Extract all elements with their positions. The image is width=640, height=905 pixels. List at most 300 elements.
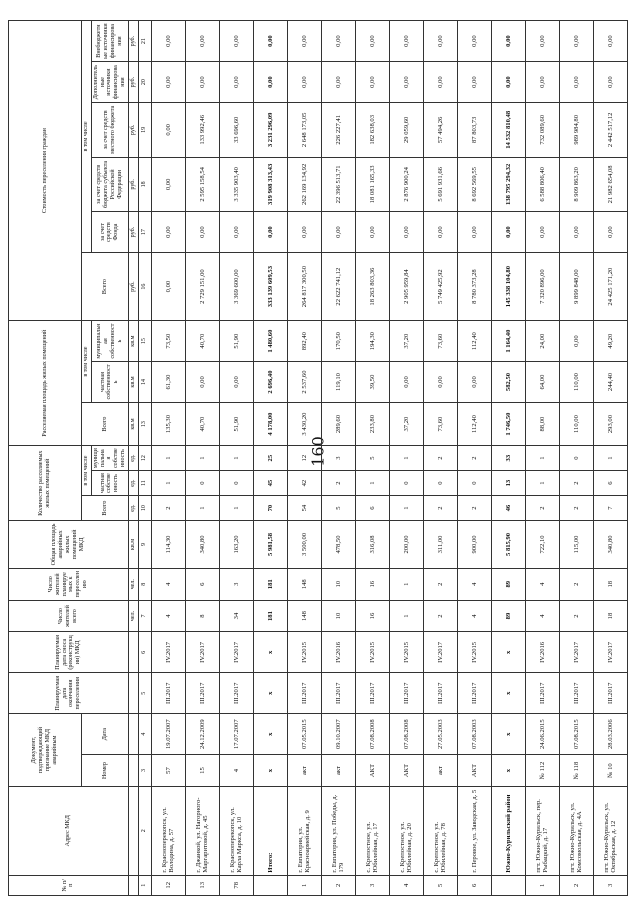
- column-number: 4: [138, 714, 151, 755]
- unit-cell: ед.: [128, 446, 138, 471]
- table-total-row: [253, 21, 287, 896]
- table-cell: 2: [423, 446, 457, 471]
- table-cell: 07.08.2003: [457, 714, 491, 755]
- table-cell: 13: [185, 875, 219, 895]
- table-cell: 73,60: [423, 402, 457, 445]
- table-cell: 12: [151, 875, 185, 895]
- header-no: № п/п: [9, 875, 129, 895]
- table-cell: 1: [185, 446, 219, 471]
- unit-cell: кв.м: [128, 321, 138, 362]
- table-cell: 0: [423, 471, 457, 496]
- header-count-group: Количество расселяемых жилых помещений: [9, 446, 82, 521]
- table-cell: 2 905 959,84: [389, 253, 423, 321]
- table-cell: 18 081 165,33: [355, 157, 389, 212]
- table-cell: г. Красноперекопск, ул. Володина, д. 57: [151, 786, 185, 875]
- table-cell: III.2017: [185, 673, 219, 714]
- table-cell: 2: [525, 496, 559, 521]
- table-cell: пгт. Южно-Курильск, ул. Комсомольская, д. 4А: [559, 786, 593, 875]
- table-cell: 0,00: [321, 62, 355, 103]
- units-row: [128, 21, 138, 896]
- table-cell: 148: [287, 600, 321, 632]
- table-cell: 12: [287, 446, 321, 471]
- table-cell: IV.2015: [355, 632, 389, 673]
- table-cell: 18 263 803,36: [355, 253, 389, 321]
- table-cell: 319 908 313,43: [253, 157, 287, 212]
- table-cell: 194,30: [355, 321, 389, 362]
- table-cell: 24.06.2015: [525, 714, 559, 755]
- table-cell: 293,00: [593, 402, 627, 445]
- table-cell: 8 780 373,28: [457, 253, 491, 321]
- table-cell: 4: [525, 568, 559, 600]
- table-cell: 0,00: [219, 362, 253, 403]
- table-cell: 0,00: [457, 62, 491, 103]
- table-cell: 110,00: [559, 402, 593, 445]
- table-cell: 0,00: [559, 21, 593, 62]
- table-cell: 89: [491, 600, 525, 632]
- table-cell: 6: [355, 496, 389, 521]
- table-cell: 0,00: [491, 212, 525, 253]
- table-cell: 2 729 151,00: [185, 253, 219, 321]
- table-cell: 37,20: [389, 402, 423, 445]
- table-cell: 0,00: [457, 212, 491, 253]
- table-cell: 0: [389, 471, 423, 496]
- header-cost-total: Всего: [82, 253, 129, 321]
- table-cell: x: [253, 755, 287, 787]
- column-number: 9: [138, 521, 151, 569]
- table-cell: 19.07.2007: [151, 714, 185, 755]
- table-cell: 0,00: [389, 362, 423, 403]
- table-cell: 4: [457, 568, 491, 600]
- table-row: [219, 21, 253, 896]
- table-cell: 181: [253, 600, 287, 632]
- table-cell: IV.2017: [559, 632, 593, 673]
- table-row: [389, 21, 423, 896]
- table-cell: 0,00: [593, 21, 627, 62]
- table-cell: 18: [593, 600, 627, 632]
- table-cell: 0,00: [423, 212, 457, 253]
- table-cell: 333 139 609,53: [253, 253, 287, 321]
- unit-cell: чел.: [128, 600, 138, 632]
- table-cell: 70: [253, 496, 287, 521]
- table-cell: IV.2015: [457, 632, 491, 673]
- table-cell: 1: [389, 496, 423, 521]
- header-count-total: Всего: [82, 496, 129, 521]
- table-cell: x: [253, 632, 287, 673]
- table-row: [593, 21, 627, 896]
- header-doc-group: Документ, подтверждающий признание МКД аварийным: [9, 714, 82, 787]
- table-cell: 0,00: [287, 21, 321, 62]
- table-cell: 18: [593, 568, 627, 600]
- table-cell: 1: [287, 875, 321, 895]
- column-number: 11: [138, 471, 151, 496]
- table-row: [355, 21, 389, 896]
- table-cell: 1: [389, 446, 423, 471]
- page-number: 160: [308, 436, 328, 467]
- table-cell: 16: [355, 568, 389, 600]
- table-cell: 200,00: [389, 521, 423, 569]
- table-cell: 226 227,41: [321, 103, 355, 158]
- table-cell: 17.07.2007: [219, 714, 253, 755]
- column-number: 13: [138, 402, 151, 445]
- table-cell: 5: [423, 875, 457, 895]
- header-fund-subject: за счет средств бюджета субъекта Российской Федерации: [91, 157, 128, 212]
- table-cell: 0,00: [525, 212, 559, 253]
- table-cell: 3 500,00: [287, 521, 321, 569]
- table-cell: 40,70: [185, 402, 219, 445]
- header-fund-local: за счет средств местного бюджета: [91, 103, 128, 158]
- table-cell: [491, 875, 525, 895]
- column-number: 5: [138, 673, 151, 714]
- table-cell: IV.2016: [321, 632, 355, 673]
- table-row: [423, 21, 457, 896]
- table-cell: 163,20: [219, 521, 253, 569]
- table-cell: 0,00: [559, 62, 593, 103]
- table-cell: IV.2016: [525, 632, 559, 673]
- table-cell: 0,00: [355, 212, 389, 253]
- column-number: 10: [138, 496, 151, 521]
- header-residents: Число жителей всего: [9, 600, 129, 632]
- table-cell: 112,40: [457, 321, 491, 362]
- table-cell: 1: [355, 471, 389, 496]
- header-area-incl: в том числе: [82, 321, 92, 403]
- table-cell: 1: [389, 568, 423, 600]
- table-cell: IV.2017: [593, 632, 627, 673]
- table-cell: 2: [559, 875, 593, 895]
- table-cell: 5: [355, 446, 389, 471]
- table-cell: IV.2017: [423, 632, 457, 673]
- header-count-municipal: муниципальная собственность: [91, 446, 128, 471]
- header-area-group: Расселяемая площадь жилых помещений: [9, 321, 82, 446]
- unit-cell: [128, 786, 138, 875]
- table-cell: 46: [491, 496, 525, 521]
- unit-cell: кв.м: [128, 521, 138, 569]
- table-cell: 0,00: [389, 212, 423, 253]
- table-cell: 2: [151, 496, 185, 521]
- table-header: [9, 21, 139, 896]
- table-cell: № 112: [525, 755, 559, 787]
- table-cell: 07.08.2008: [355, 714, 389, 755]
- unit-cell: руб.: [128, 103, 138, 158]
- table-cell: 0,00: [559, 212, 593, 253]
- header-residents-relocation: Число жителей планируемых к переселению: [9, 568, 129, 600]
- table-cell: 25: [253, 446, 287, 471]
- table-cell: 4: [151, 568, 185, 600]
- table-cell: 3 335 903,40: [219, 157, 253, 212]
- table-cell: x: [253, 714, 287, 755]
- table-cell: 4: [525, 600, 559, 632]
- table-cell: 42: [287, 471, 321, 496]
- unit-cell: ед.: [128, 471, 138, 496]
- table-cell: 0,00: [253, 21, 287, 62]
- header-relocation-end: Планируемая дата окончания переселения: [9, 673, 129, 714]
- table-cell: 133 992,46: [185, 103, 219, 158]
- table-cell: 0,00: [559, 321, 593, 362]
- header-area-private: частная собственность: [91, 362, 128, 403]
- table-cell: 0,00: [423, 362, 457, 403]
- table-cell: III.2017: [423, 673, 457, 714]
- table-cell: 88,00: [525, 402, 559, 445]
- table-cell: 07.05.2015: [287, 714, 321, 755]
- table-cell: акт: [287, 755, 321, 787]
- header-doc-number: Номер: [82, 755, 129, 787]
- table-cell: III.2017: [525, 673, 559, 714]
- table-cell: 148: [287, 568, 321, 600]
- table-cell: 2 595 158,54: [185, 157, 219, 212]
- table-cell: 3 430,20: [287, 402, 321, 445]
- table-cell: 0: [185, 471, 219, 496]
- column-number-row: [138, 21, 151, 896]
- table-cell: 6 588 806,40: [525, 157, 559, 212]
- table-cell: 1 164,40: [491, 321, 525, 362]
- table-cell: 73,50: [151, 321, 185, 362]
- table-cell: 2: [559, 496, 593, 521]
- table-cell: 28.03.2006: [593, 714, 627, 755]
- table-cell: 4: [457, 600, 491, 632]
- table-cell: x: [491, 714, 525, 755]
- table-cell: 3: [321, 446, 355, 471]
- table-cell: III.2017: [287, 673, 321, 714]
- table-cell: 1: [219, 446, 253, 471]
- table-cell: г. Красноперекопск, ул. Карла Маркса, д. 10: [219, 786, 253, 875]
- table-cell: 6: [185, 568, 219, 600]
- column-number: 2: [138, 786, 151, 875]
- table-cell: 0,00: [525, 62, 559, 103]
- table-cell: 4: [219, 755, 253, 787]
- table-cell: 311,00: [423, 521, 457, 569]
- table-cell: 8 909 863,20: [559, 157, 593, 212]
- table-cell: 33 696,60: [219, 103, 253, 158]
- table-cell: x: [491, 632, 525, 673]
- table-cell: 2: [457, 446, 491, 471]
- unit-cell: кв.м: [128, 362, 138, 403]
- table-cell: 34: [219, 600, 253, 632]
- column-number: 7: [138, 600, 151, 632]
- column-number: 21: [138, 21, 151, 62]
- table-cell: 0,00: [219, 21, 253, 62]
- table-cell: 78: [219, 875, 253, 895]
- table-cell: г. Джанкой, ул. Нагорного-Маргаритовой, д. 45: [185, 786, 219, 875]
- table-cell: 37,20: [389, 321, 423, 362]
- table-cell: 40,70: [185, 321, 219, 362]
- column-number: 18: [138, 157, 151, 212]
- table-cell: 2: [423, 496, 457, 521]
- unit-cell: [128, 714, 138, 755]
- table-cell: 0: [457, 471, 491, 496]
- table-cell: 49,20: [593, 321, 627, 362]
- table-row: [457, 21, 491, 896]
- table-cell: АКТ: [355, 755, 389, 787]
- table-cell: 0: [559, 446, 593, 471]
- table-cell: 244,40: [593, 362, 627, 403]
- header-demolition-date: Планируемая дата сноса (реконструкции) МКД: [9, 632, 129, 673]
- table-cell: 5: [321, 496, 355, 521]
- table-cell: III.2017: [355, 673, 389, 714]
- table-cell: 1: [151, 446, 185, 471]
- table-cell: 0,00: [321, 21, 355, 62]
- table-cell: III.2017: [457, 673, 491, 714]
- table-row: [151, 21, 185, 896]
- column-number: 1: [138, 875, 151, 895]
- table-row: [185, 21, 219, 896]
- unit-cell: кв.м: [128, 402, 138, 445]
- table-cell: 0,00: [151, 62, 185, 103]
- table-cell: АКТ: [389, 755, 423, 787]
- table-cell: 1: [525, 875, 559, 895]
- unit-cell: руб.: [128, 212, 138, 253]
- table-cell: 0,00: [457, 21, 491, 62]
- table-cell: 51,90: [219, 321, 253, 362]
- table-cell: № 118: [559, 755, 593, 787]
- table-cell: III.2017: [151, 673, 185, 714]
- table-cell: 5 749 425,92: [423, 253, 457, 321]
- header-fund-extra: Дополнительные источники финансирования: [91, 62, 128, 103]
- table-row: [321, 21, 355, 896]
- table-cell: 2: [321, 875, 355, 895]
- header-fund-other: Внебюджетные источники финансирования: [91, 21, 128, 62]
- table-cell: 14 532 810,48: [491, 103, 525, 158]
- unit-cell: руб.: [128, 21, 138, 62]
- table-cell: 0,00: [253, 212, 287, 253]
- table-cell: 340,80: [185, 521, 219, 569]
- table-cell: 170,50: [321, 321, 355, 362]
- table-cell: 1: [219, 496, 253, 521]
- table-cell: 0,00: [321, 212, 355, 253]
- table-cell: 0,00: [151, 157, 185, 212]
- header-count-private: частная собственность: [91, 471, 128, 496]
- table-cell: 64,00: [525, 362, 559, 403]
- table-cell: 5 815,90: [491, 521, 525, 569]
- table-cell: IV.2017: [219, 632, 253, 673]
- table-cell: 9 899 848,00: [559, 253, 593, 321]
- table-cell: 7: [593, 496, 627, 521]
- table-cell: г. Перовое, ул. Заводская, д. 5: [457, 786, 491, 875]
- table-cell: 0,00: [219, 212, 253, 253]
- table-cell: 22 622 741,12: [321, 253, 355, 321]
- table-cell: 0,00: [151, 103, 185, 158]
- table-cell: 138 795 294,32: [491, 157, 525, 212]
- table-cell: 0,00: [457, 362, 491, 403]
- table-cell: 0,00: [355, 21, 389, 62]
- unit-cell: чел.: [128, 568, 138, 600]
- table-cell: 0,00: [423, 62, 457, 103]
- table-total-row: [491, 21, 525, 896]
- table-cell: 0,00: [491, 21, 525, 62]
- table-cell: 2 648 173,05: [287, 103, 321, 158]
- table-cell: 340,80: [593, 521, 627, 569]
- table-cell: 09.10.2007: [321, 714, 355, 755]
- unit-cell: руб.: [128, 62, 138, 103]
- table-cell: 22 396 513,71: [321, 157, 355, 212]
- table-cell: 892,40: [287, 321, 321, 362]
- table-cell: 29 059,60: [389, 103, 423, 158]
- table-cell: 2: [321, 471, 355, 496]
- table-cell: 1: [151, 471, 185, 496]
- table-cell: 989 984,80: [559, 103, 593, 158]
- table-cell: 0,00: [151, 212, 185, 253]
- rotated-table-frame: [8, 20, 632, 896]
- table-cell: 13: [491, 471, 525, 496]
- header-fund: за счет средств Фонда: [91, 212, 128, 253]
- table-cell: 2: [559, 600, 593, 632]
- column-number: 16: [138, 253, 151, 321]
- table-cell: 45: [253, 471, 287, 496]
- table-cell: 87 803,73: [457, 103, 491, 158]
- header-address: Адрес МКД: [9, 786, 129, 875]
- header-area-total: Всего: [82, 402, 129, 445]
- table-cell: 1 746,50: [491, 402, 525, 445]
- table-cell: 582,50: [491, 362, 525, 403]
- table-cell: 0: [219, 471, 253, 496]
- table-cell: 1: [389, 600, 423, 632]
- table-cell: 119,10: [321, 362, 355, 403]
- table-cell: 4 178,00: [253, 402, 287, 445]
- table-cell: 0,00: [253, 62, 287, 103]
- column-number: 8: [138, 568, 151, 600]
- table-cell: 0,00: [287, 62, 321, 103]
- table-cell: 39,50: [355, 362, 389, 403]
- table-cell: 2 876 900,24: [389, 157, 423, 212]
- table-cell: 1: [525, 471, 559, 496]
- table-cell: 54: [287, 496, 321, 521]
- table-cell: 1 480,60: [253, 321, 287, 362]
- table-cell: 0,00: [185, 362, 219, 403]
- table-cell: 0,00: [151, 253, 185, 321]
- table-cell: 0,00: [389, 21, 423, 62]
- table-row: [525, 21, 559, 896]
- table-cell: 16: [355, 600, 389, 632]
- table-cell: 1: [593, 446, 627, 471]
- column-number: 19: [138, 103, 151, 158]
- unit-cell: [128, 673, 138, 714]
- table-cell: 6: [457, 875, 491, 895]
- unit-cell: руб.: [128, 253, 138, 321]
- column-number: 17: [138, 212, 151, 253]
- table-cell: 0,00: [423, 21, 457, 62]
- table-cell: 73,60: [423, 321, 457, 362]
- table-cell: x: [253, 673, 287, 714]
- table-cell: IV.2015: [287, 632, 321, 673]
- header-area-municipal: муниципальная собственность: [91, 321, 128, 362]
- header-area-emergency: Общая площадь аварийных жилых помещений МКД: [9, 521, 129, 569]
- table-cell: 8: [185, 600, 219, 632]
- table-cell: III.2017: [559, 673, 593, 714]
- table-cell: 51,90: [219, 402, 253, 445]
- table-cell: 7 320 896,00: [525, 253, 559, 321]
- table-cell: г. Евпатория, ул. Красноармейская, д. 9: [287, 786, 321, 875]
- table-cell: IV.2017: [151, 632, 185, 673]
- table-cell: 24 425 171,20: [593, 253, 627, 321]
- table-cell: 57 494,26: [423, 103, 457, 158]
- table-cell: акт: [423, 755, 457, 787]
- table-cell: 0,00: [593, 212, 627, 253]
- table-cell: 264 817 300,50: [287, 253, 321, 321]
- table-cell: 3 231 296,09: [253, 103, 287, 158]
- table-cell: пгт. Южно-Курильск, пер. Рыбацкий, д. 17: [525, 786, 559, 875]
- table-cell: 2 696,40: [253, 362, 287, 403]
- table-cell: 33: [491, 446, 525, 471]
- column-number: 12: [138, 446, 151, 471]
- table-row: [559, 21, 593, 896]
- table-cell: 0,00: [219, 62, 253, 103]
- table-cell: 4: [151, 600, 185, 632]
- table-cell: 114,30: [151, 521, 185, 569]
- table-cell: 07.08.2015: [559, 714, 593, 755]
- table-cell: 2 442 517,12: [593, 103, 627, 158]
- table-cell: 89: [491, 568, 525, 600]
- column-number: 20: [138, 62, 151, 103]
- table-cell: 0,00: [185, 21, 219, 62]
- table-cell: 2: [423, 568, 457, 600]
